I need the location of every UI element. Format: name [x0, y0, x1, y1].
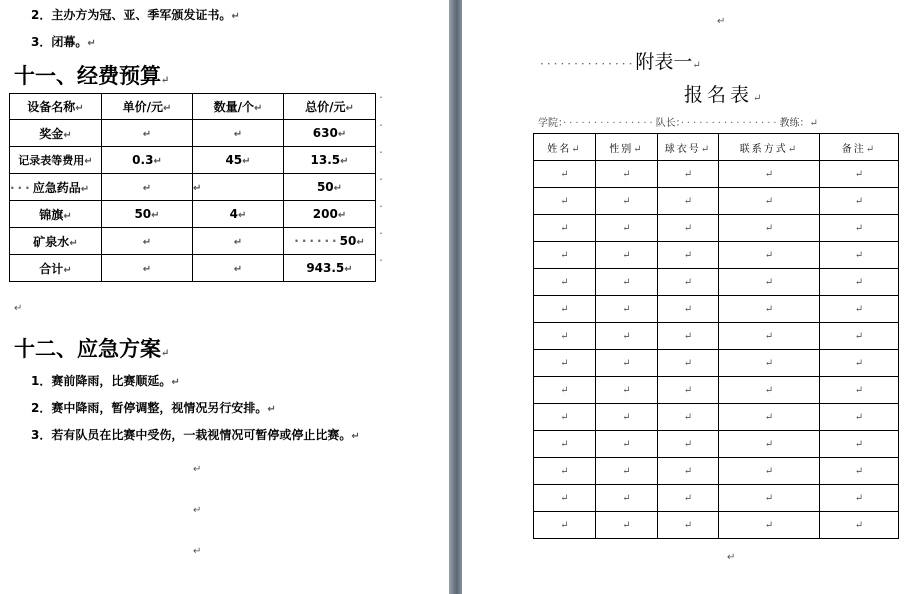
paragraph-mark: ↵: [854, 276, 864, 288]
paragraph-mark: ↵: [683, 168, 693, 180]
paragraph-mark: ↵: [622, 384, 631, 396]
paragraph-mark: ↵: [764, 222, 774, 234]
paragraph-mark: ↵: [764, 492, 774, 504]
table-row: [534, 269, 899, 296]
budget-cell: [102, 174, 193, 201]
signup-cell[interactable]: [719, 215, 820, 242]
paragraph-mark: ↵: [560, 195, 569, 207]
page-gutter: [449, 0, 462, 594]
paragraph-mark: ↵: [764, 168, 774, 180]
signup-cell[interactable]: [658, 431, 719, 458]
paragraph-mark: ↵: [622, 249, 631, 261]
budget-cell: 矿泉水↵: [10, 228, 102, 255]
signup-cell[interactable]: [719, 512, 820, 539]
signup-cell[interactable]: [596, 161, 658, 188]
paragraph-mark: ↵: [87, 38, 96, 49]
paragraph-mark: ↵: [560, 519, 569, 531]
table-row: [534, 458, 899, 485]
signup-cell[interactable]: [658, 485, 719, 512]
paragraph-mark: ↵: [683, 195, 693, 207]
table-row: [10, 255, 376, 282]
paragraph-mark: ↵: [683, 411, 693, 423]
paragraph-mark: ↵: [854, 492, 864, 504]
budget-header-cell: 数量/个↵: [193, 94, 284, 120]
signup-cell[interactable]: [719, 458, 820, 485]
signup-cell[interactable]: [534, 485, 596, 512]
paragraph-mark: ↵: [233, 264, 243, 275]
paragraph-mark: ↵: [622, 195, 631, 207]
row-end-mark: ˇ: [379, 232, 383, 241]
budget-cell: [102, 228, 193, 255]
signup-cell[interactable]: [534, 512, 596, 539]
paragraph-mark: ↵: [193, 505, 202, 516]
signup-cell[interactable]: [820, 377, 899, 404]
paragraph-mark: ↵: [683, 330, 693, 342]
paragraph-mark: ↵: [854, 357, 864, 369]
paragraph-mark: ↵: [560, 303, 569, 315]
budget-cell: [102, 255, 193, 282]
paragraph-mark: ↵: [622, 492, 631, 504]
signup-cell[interactable]: [658, 404, 719, 431]
budget-header-cell: 设备名称↵: [10, 94, 102, 120]
signup-cell[interactable]: [658, 269, 719, 296]
paragraph-mark: ↵: [865, 143, 877, 155]
budget-cell: ···应急药品↵: [10, 174, 102, 201]
paragraph-mark: ↵: [622, 465, 631, 477]
signup-cell[interactable]: [596, 458, 658, 485]
table-row: [534, 323, 899, 350]
paragraph-mark: ↵: [683, 276, 693, 288]
paragraph-mark: ↵: [163, 103, 172, 114]
budget-header-cell: 单价/元↵: [102, 94, 193, 120]
paragraph-mark: ↵: [171, 377, 180, 388]
section-heading-budget: 十一、经费预算↵: [14, 63, 170, 88]
signup-cell[interactable]: [719, 485, 820, 512]
paragraph-mark: ↵: [622, 438, 631, 450]
signup-cell[interactable]: [596, 485, 658, 512]
signup-cell[interactable]: [534, 242, 596, 269]
paragraph-mark: ↵: [633, 143, 644, 155]
signup-cell[interactable]: [534, 431, 596, 458]
table-row: [10, 120, 376, 147]
paragraph-mark: ↵: [161, 348, 170, 359]
list-item-injury: 3．若有队员在比赛中受伤，一栽视情况可暂停或停止比赛。↵: [31, 428, 360, 442]
paragraph-mark: ↵: [75, 103, 84, 114]
table-row: [10, 228, 376, 255]
table-row: [10, 147, 376, 174]
signup-cell[interactable]: [658, 377, 719, 404]
paragraph-mark: ↵: [63, 210, 72, 222]
table-row: [534, 242, 899, 269]
paragraph-mark: ↵: [622, 276, 631, 288]
paragraph-mark: ↵: [622, 303, 631, 315]
signup-cell[interactable]: [719, 323, 820, 350]
paragraph-mark: ↵: [622, 168, 631, 180]
paragraph-mark: ↵: [764, 330, 774, 342]
paragraph-mark: ↵: [787, 143, 799, 155]
row-end-mark: ˇ: [379, 205, 383, 214]
signup-table: [533, 133, 899, 539]
paragraph-mark: ↵: [764, 411, 774, 423]
budget-cell: 45↵: [193, 147, 284, 174]
signup-cell[interactable]: [820, 323, 899, 350]
paragraph-mark: ↵: [63, 129, 72, 141]
signup-header-cell: 联系方式↵: [719, 134, 820, 161]
signup-cell[interactable]: [820, 215, 899, 242]
budget-cell: [193, 174, 284, 201]
paragraph-mark: ↵: [63, 264, 72, 276]
paragraph-mark: ↵: [683, 492, 693, 504]
signup-cell[interactable]: [534, 269, 596, 296]
paragraph-mark: ↵: [764, 384, 774, 396]
paragraph-mark: ↵: [854, 222, 864, 234]
paragraph-mark: ↵: [854, 303, 864, 315]
paragraph-mark: ↵: [193, 546, 202, 557]
paragraph-mark: ↵: [764, 357, 774, 369]
signup-cell[interactable]: [534, 161, 596, 188]
paragraph-mark: ↵: [142, 237, 152, 248]
signup-cell[interactable]: [820, 512, 899, 539]
budget-cell: [193, 120, 284, 147]
paragraph-mark: ↵: [854, 330, 864, 342]
paragraph-mark: ↵: [560, 168, 569, 180]
signup-cell[interactable]: [596, 377, 658, 404]
paragraph-mark: ↵: [854, 249, 864, 261]
paragraph-mark: ↵: [142, 183, 152, 194]
budget-cell: ······50↵: [284, 228, 376, 255]
document-page-right[interactable]: [462, 0, 915, 594]
signup-cell[interactable]: [820, 188, 899, 215]
table-row: [534, 161, 899, 188]
budget-table: [9, 93, 376, 282]
signup-cell[interactable]: [658, 188, 719, 215]
signup-cell[interactable]: [820, 404, 899, 431]
signup-cell[interactable]: [596, 242, 658, 269]
row-end-mark: ˇ: [379, 96, 383, 105]
form-title: 报名表↵: [684, 84, 766, 106]
paragraph-mark: ↵: [764, 438, 774, 450]
paragraph-mark: ↵: [254, 103, 263, 114]
paragraph-mark: ↵: [683, 303, 693, 315]
signup-cell[interactable]: [596, 404, 658, 431]
signup-cell[interactable]: [534, 404, 596, 431]
paragraph-mark: ↵: [854, 438, 864, 450]
paragraph-mark: ↵: [854, 465, 864, 477]
budget-cell: 200↵: [284, 201, 376, 228]
signup-cell[interactable]: [596, 323, 658, 350]
signup-cell[interactable]: [534, 188, 596, 215]
paragraph-mark: ↵: [622, 357, 631, 369]
budget-cell: [193, 228, 284, 255]
paragraph-mark: ↵: [764, 195, 774, 207]
budget-cell: 锦旗↵: [10, 201, 102, 228]
signup-cell[interactable]: [658, 350, 719, 377]
signup-cell[interactable]: [719, 242, 820, 269]
section-heading-emergency: 十二、应急方案↵: [14, 336, 170, 361]
budget-cell: 50↵: [284, 174, 376, 201]
budget-cell: 合计↵: [10, 255, 102, 282]
paragraph-mark: ↵: [560, 411, 569, 423]
paragraph-mark: ↵: [560, 249, 569, 261]
signup-cell[interactable]: [534, 458, 596, 485]
captain-label: 队长：: [655, 118, 681, 129]
signup-cell[interactable]: [719, 161, 820, 188]
paragraph-mark: ↵: [84, 156, 93, 167]
form-fields-line: 学院：···············队长：················教练：↵: [538, 118, 818, 129]
paragraph-mark: ↵: [14, 303, 23, 314]
budget-cell: 奖金↵: [10, 120, 102, 147]
row-end-mark: ˇ: [379, 151, 383, 160]
signup-cell[interactable]: [596, 296, 658, 323]
paragraph-mark: ↵: [560, 384, 569, 396]
signup-cell[interactable]: [658, 512, 719, 539]
paragraph-mark: ↵: [717, 16, 726, 27]
table-row: [534, 350, 899, 377]
signup-cell[interactable]: [719, 188, 820, 215]
paragraph-mark: ↵: [764, 303, 774, 315]
paragraph-mark: ↵: [153, 156, 162, 167]
row-end-mark: ˇ: [379, 124, 383, 133]
paragraph-mark: ↵: [233, 129, 243, 140]
paragraph-mark: ↵: [193, 464, 202, 475]
table-row: [534, 377, 899, 404]
appendix-title: ··············附表一↵: [540, 51, 701, 73]
table-row: [10, 174, 376, 201]
signup-cell[interactable]: [820, 161, 899, 188]
paragraph-mark: ↵: [237, 210, 247, 221]
signup-cell[interactable]: [596, 269, 658, 296]
paragraph-mark: ↵: [683, 519, 693, 531]
signup-cell[interactable]: [820, 350, 899, 377]
table-row: [534, 512, 899, 539]
list-item-mid-rain: 2．赛中降雨，暂停调整，视情况另行安排。↵: [31, 401, 276, 415]
signup-cell[interactable]: [719, 431, 820, 458]
paragraph-mark: ↵: [337, 129, 347, 140]
signup-header-row: [534, 134, 899, 161]
signup-cell[interactable]: [719, 350, 820, 377]
paragraph-mark: ↵: [80, 183, 90, 195]
paragraph-mark: ↵: [764, 276, 774, 288]
document-page-left[interactable]: [0, 0, 449, 594]
row-end-mark: ˇ: [379, 259, 383, 268]
paragraph-mark: ↵: [683, 249, 693, 261]
paragraph-mark: ↵: [854, 411, 864, 423]
paragraph-mark: ↵: [344, 264, 353, 275]
signup-header-cell: 球衣号↵: [658, 134, 719, 161]
paragraph-mark: ↵: [233, 237, 243, 248]
paragraph-mark: ↵: [854, 195, 864, 207]
paragraph-mark: ↵: [622, 222, 631, 234]
table-row: [534, 431, 899, 458]
signup-cell[interactable]: [719, 296, 820, 323]
paragraph-mark: ↵: [161, 75, 170, 86]
signup-header-cell: 性别↵: [596, 134, 658, 161]
paragraph-mark: ↵: [622, 330, 631, 342]
signup-cell[interactable]: [820, 458, 899, 485]
paragraph-mark: ↵: [560, 276, 569, 288]
paragraph-mark: ↵: [809, 118, 818, 129]
budget-cell: [193, 255, 284, 282]
paragraph-mark: ↵: [753, 93, 766, 104]
signup-cell[interactable]: [820, 485, 899, 512]
signup-cell[interactable]: [658, 161, 719, 188]
table-row: [534, 404, 899, 431]
signup-cell[interactable]: [658, 458, 719, 485]
signup-cell[interactable]: [719, 377, 820, 404]
signup-header-cell: 姓名↵: [534, 134, 596, 161]
list-item-closing: 3．闭幕。↵: [31, 35, 96, 49]
signup-cell[interactable]: [596, 215, 658, 242]
paragraph-mark: ↵: [854, 168, 864, 180]
budget-cell: 4↵: [193, 201, 284, 228]
paragraph-mark: ↵: [560, 492, 569, 504]
paragraph-mark: ↵: [683, 384, 693, 396]
budget-cell: 记录表等费用↵: [10, 147, 102, 174]
paragraph-mark: ↵: [571, 143, 582, 155]
row-end-mark: ˇ: [379, 178, 383, 187]
paragraph-mark: ↵: [764, 465, 774, 477]
college-label: 学院：: [538, 118, 563, 129]
paragraph-mark: ↵: [700, 143, 712, 155]
paragraph-mark: ↵: [356, 237, 365, 248]
signup-cell[interactable]: [820, 296, 899, 323]
table-row: [534, 485, 899, 512]
signup-header-cell: 备注↵: [820, 134, 899, 161]
signup-cell[interactable]: [534, 377, 596, 404]
paragraph-mark: ↵: [854, 519, 864, 531]
budget-cell: 50↵: [102, 201, 193, 228]
budget-cell: 630↵: [284, 120, 376, 147]
paragraph-mark: ↵: [242, 156, 251, 167]
signup-cell[interactable]: [820, 269, 899, 296]
paragraph-mark: ↵: [560, 222, 569, 234]
signup-cell[interactable]: [534, 215, 596, 242]
paragraph-mark: ↵: [683, 438, 693, 450]
paragraph-mark: ↵: [345, 103, 354, 114]
signup-cell[interactable]: [719, 269, 820, 296]
table-row: [534, 296, 899, 323]
signup-cell[interactable]: [820, 431, 899, 458]
paragraph-mark: ↵: [560, 438, 569, 450]
paragraph-mark: ↵: [351, 431, 360, 442]
table-row: [534, 215, 899, 242]
signup-cell[interactable]: [534, 296, 596, 323]
signup-cell[interactable]: [596, 431, 658, 458]
paragraph-mark: ↵: [622, 411, 631, 423]
paragraph-mark: ↵: [692, 60, 701, 71]
paragraph-mark: ↵: [683, 357, 693, 369]
paragraph-mark: ↵: [231, 11, 240, 22]
paragraph-mark: ↵: [854, 384, 864, 396]
signup-cell[interactable]: [596, 512, 658, 539]
paragraph-mark: ↵: [560, 357, 569, 369]
paragraph-mark: ↵: [333, 183, 343, 194]
signup-cell[interactable]: [658, 242, 719, 269]
paragraph-mark: ↵: [337, 210, 347, 221]
coach-label: 教练：: [779, 118, 810, 129]
paragraph-mark: ↵: [683, 222, 693, 234]
budget-cell: [102, 120, 193, 147]
budget-cell: 0.3↵: [102, 147, 193, 174]
paragraph-mark: ↵: [69, 237, 78, 249]
budget-header-row: [10, 94, 376, 120]
signup-cell[interactable]: [658, 296, 719, 323]
signup-cell[interactable]: [596, 350, 658, 377]
budget-cell: 13.5↵: [284, 147, 376, 174]
table-row: [10, 201, 376, 228]
paragraph-mark: ↵: [142, 264, 152, 275]
list-item-awards: 2．主办方为冠、亚、季军颁发证书。↵: [31, 8, 240, 22]
table-row: [534, 188, 899, 215]
signup-cell[interactable]: [534, 350, 596, 377]
paragraph-mark: ↵: [560, 465, 569, 477]
paragraph-mark: ↵: [622, 519, 631, 531]
signup-cell[interactable]: [658, 215, 719, 242]
signup-cell[interactable]: [820, 242, 899, 269]
paragraph-mark: ↵: [560, 330, 569, 342]
signup-cell[interactable]: [719, 404, 820, 431]
paragraph-mark: ↵: [340, 156, 349, 167]
paragraph-mark: ↵: [764, 519, 774, 531]
paragraph-mark: ↵: [267, 404, 276, 415]
paragraph-mark: ↵: [683, 465, 693, 477]
signup-cell[interactable]: [658, 323, 719, 350]
signup-cell[interactable]: [534, 323, 596, 350]
paragraph-mark: ↵: [142, 129, 152, 140]
paragraph-mark: ↵: [151, 210, 160, 221]
paragraph-mark: ↵: [727, 552, 736, 563]
list-item-pre-rain: 1．赛前降雨，比赛顺延。↵: [31, 374, 180, 388]
paragraph-mark: ↵: [764, 249, 774, 261]
paragraph-mark: ↵: [193, 183, 202, 194]
budget-cell: 943.5↵: [284, 255, 376, 282]
budget-header-cell: 总价/元↵: [284, 94, 376, 120]
signup-cell[interactable]: [596, 188, 658, 215]
